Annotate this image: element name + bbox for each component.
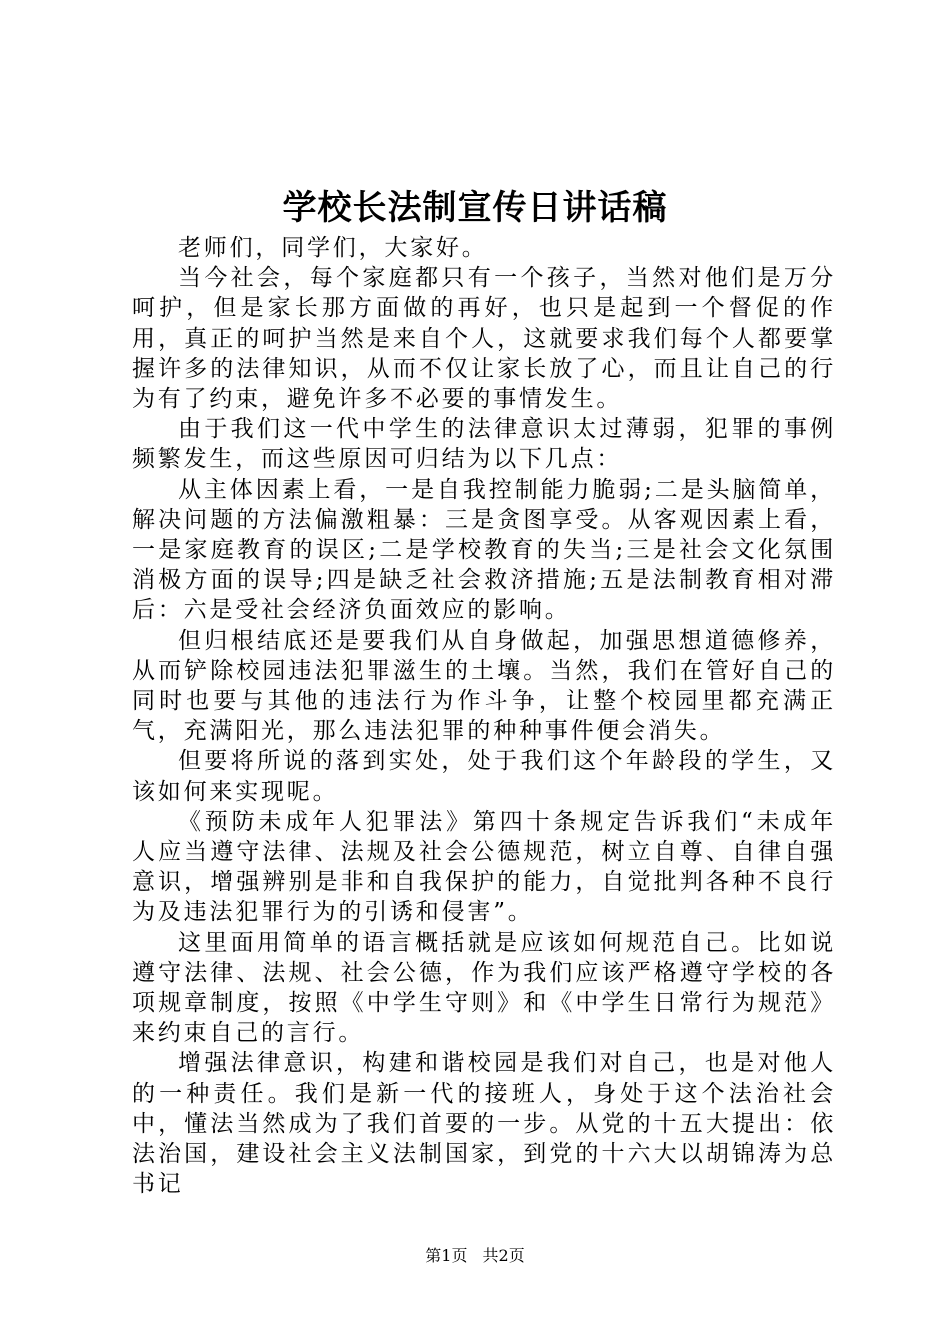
paragraph: 但要将所说的落到实处，处于我们这个年龄段的学生，又该如何来实现呢。: [132, 748, 836, 805]
document-title: 学校长法制宣传日讲话稿: [282, 188, 668, 228]
paragraph-greeting: 老师们，同学们，大家好。: [178, 235, 488, 261]
paragraph: 由于我们这一代中学生的法律意识太过薄弱，犯罪的事例频繁发生，而这些原因可归结为以下几点：: [132, 416, 836, 473]
paragraph: 《预防未成年人犯罪法》第四十条规定告诉我们“未成年人应当遵守法律、法规及社会公德规范，树立自尊、自律自强意识，增强辨别是非和自我保护的能力，自觉批判各种不良行为及违法犯罪行为的引诱和侵害”。: [132, 808, 836, 926]
paragraph: 增强法律意识，构建和谐校园是我们对自己，也是对他人的一种责任。我们是新一代的接班人，身处于这个法治社会中，懂法当然成为了我们首要的一步。从党的十五大提出：依法治国，建设社会主义法制国家，到党的十六大以胡锦涛为总书记: [132, 1050, 836, 1198]
paragraph: 但归根结底还是要我们从自身做起，加强思想道德修养，从而铲除校园违法犯罪滋生的土壤。当然，我们在管好自己的同时也要与其他的违法行为作斗争，让整个校园里都充满正气，充满阳光，那么违法犯罪的种种事件便会消失。: [132, 627, 836, 745]
paragraph: 当今社会，每个家庭都只有一个孩子，当然对他们是万分呵护，但是家长那方面做的再好，也只是起到一个督促的作用，真正的呵护当然是来自个人，这就要求我们每个人都要掌握许多的法律知识，从而不仅让家长放了心，而且让自己的行为有了约束，避免许多不必要的事情发生。: [132, 265, 836, 413]
paragraph: 这里面用简单的语言概括就是应该如何规范自己。比如说遵守法律、法规、社会公德，作为我们应该严格遵守学校的各项规章制度，按照《中学生守则》和《中学生日常行为规范》来约束自己的言行。: [132, 929, 836, 1047]
paragraph: 从主体因素上看，一是自我控制能力脆弱;二是头脑简单，解决问题的方法偏激粗暴：三是贪图享受。从客观因素上看，一是家庭教育的误区;二是学校教育的失当;三是社会文化氛围消极方面的误导;四是缺乏社会救济措施;五是法制教育相对滞后：六是受社会经济负面效应的影响。: [132, 476, 836, 624]
page-footer: [0, 1244, 950, 1268]
page-total: 共2页: [482, 1246, 525, 1265]
document-body: [132, 233, 836, 1200]
page-number: 第1页: [425, 1246, 468, 1265]
